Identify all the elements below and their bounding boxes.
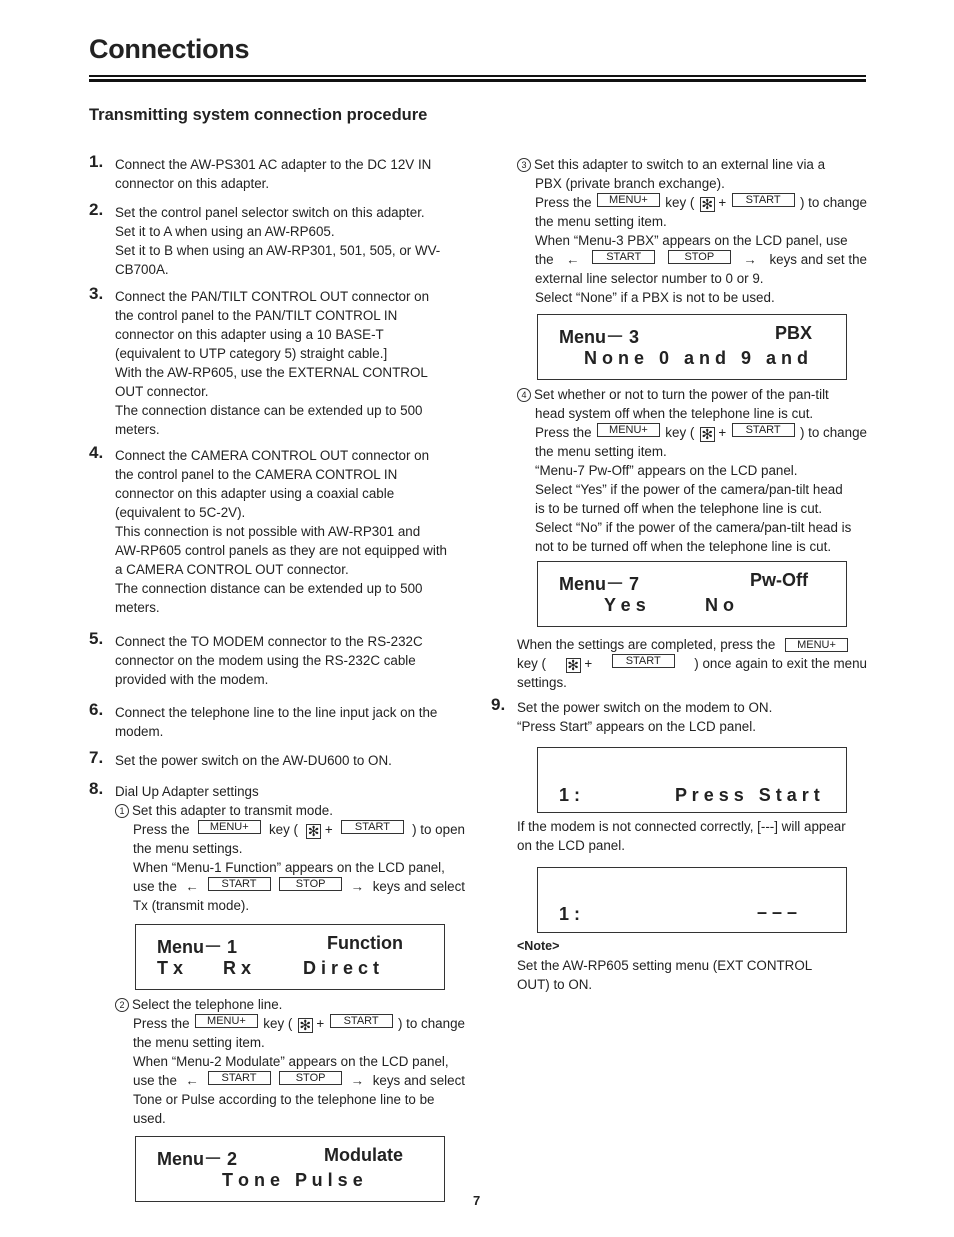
menu-key-icon: MENU+	[597, 423, 660, 437]
page-title: Connections	[89, 34, 250, 64]
step-8-sub-2-body: Press the MENU+ key ( ✻ + START ) to change the menu setting item. When “Menu-2 Modulate” appears on the LCD panel, use the ← START STOP → keys and select Tone or Pulse according to the telephone line to be used.	[133, 1015, 465, 1126]
step-4-text: Connect the CAMERA CONTROL OUT connector on the control panel to the CAMERA CONTROL IN connector on this adapter using a coaxial cable (equivalent to 5C-2V). This connection is not possible with AW-RP301 and AW-RP605 control panels as they are not equipped with a CAMERA CONTROL OUT connector. The connection distance can be extended up to 500 meters.	[115, 448, 447, 615]
start-key-icon: START	[341, 820, 404, 834]
circled-number: 1	[115, 804, 129, 818]
lcd-menu-2: Menu－ 2 Modulate T o n e P u l s e	[135, 1136, 445, 1202]
step-number: 2.	[89, 200, 104, 219]
step-6-text: Connect the telephone line to the line input jack on the modem.	[115, 705, 438, 739]
start-key-icon: START	[208, 877, 271, 891]
step-8-sub-4-body: head system off when the telephone line is cut. Press the MENU+ key ( ✻ + START ) to change the menu setting item. “Menu-7 Pw-Off” appears on the LCD panel. Select “Yes” if the power of the camera/pan-tilt head is to be turned off when the telephone line is cut. Select “No” if the power of the camera/pan-tilt head is not to be turned off when the telephone line is cut.	[535, 406, 867, 554]
step-number: 6.	[89, 700, 104, 719]
lcd-press-start: 1 : P r e s s S t a r t	[537, 747, 847, 813]
menu-key-icon: MENU+	[597, 193, 660, 207]
error-note-text: If the modem is not connected correctly, [---] will appear on the LCD panel.	[517, 819, 846, 853]
step-number: 5.	[89, 629, 104, 648]
asterisk-key-icon: ✻	[299, 1017, 312, 1033]
step-number: 8.	[89, 779, 104, 798]
right-arrow-icon: →	[350, 879, 365, 894]
circled-number: 3	[517, 158, 531, 172]
asterisk-key-icon: ✻	[567, 657, 579, 673]
step-8-sub-3: 3 Set this adapter to switch to an external line via a	[517, 155, 867, 174]
menu-key-icon: MENU+	[785, 638, 848, 652]
start-key-icon: START	[592, 250, 655, 264]
note-heading: <Note>	[517, 939, 560, 953]
step-3-text: Connect the PAN/TILT CONTROL OUT connector on the control panel to the PAN/TILT CONTROL IN connector on this adapter using a 10 BASE-T (equivalent to UTP category 5) straight cable.] With the AW-RP605, use the EXTERNAL CONTROL OUT connector. The connection distance can be extended up to 500 meters.	[115, 289, 430, 437]
page-number: 7	[473, 1193, 481, 1208]
circled-number: 4	[517, 388, 531, 402]
step-number: 7.	[89, 748, 104, 767]
step-8-sub-1: 1 Set this adapter to transmit mode.	[115, 801, 465, 820]
start-key-icon: START	[732, 193, 795, 207]
step-8-sub-2: 2 Select the telephone line.	[115, 995, 465, 1014]
menu-key-icon: MENU+	[198, 820, 261, 834]
section-heading: Transmitting system connection procedure	[89, 106, 428, 124]
step-9-text: Set the power switch on the modem to ON. “Press Start” appears on the LCD panel.	[517, 700, 773, 734]
stop-key-icon: STOP	[279, 1071, 342, 1085]
step-number: 1.	[89, 152, 104, 171]
lcd-menu-3: Menu－ 3 PBX N o n e 0 a n d 9 a n d	[537, 314, 847, 380]
step-8-sub-4: 4 Set whether or not to turn the power of the pan-tilt	[517, 385, 867, 404]
note-block: <Note> Set the AW-RP605 setting menu (EXT CONTROL OUT) to ON.	[517, 937, 867, 994]
step-8-heading: Dial Up Adapter settings	[115, 784, 259, 799]
step-5-text: Connect the TO MODEM connector to the RS-232C connector on the modem using the RS-232C cable provided with the modem.	[115, 634, 423, 687]
step-8-sub-3-body: PBX (private branch exchange). Press the MENU+ key ( ✻ + START ) to change the menu setting item. When “Menu-3 PBX” appears on the LCD panel, use the ← START STOP → keys and set the external line selector number to 0 or 9. Select “None” if a PBX is not to be used.	[535, 176, 867, 305]
settings-complete-text: When the settings are completed, press the MENU+ key ( ✻ + START ) once again to exit the menu settings.	[517, 637, 867, 690]
menu-key-icon: MENU+	[195, 1014, 258, 1028]
right-arrow-icon: →	[743, 252, 757, 267]
step-7-text: Set the power switch on the AW-DU600 to ON.	[115, 753, 392, 768]
asterisk-key-icon: ✻	[701, 196, 714, 212]
step-8-sub-1-body: Press the MENU+ key ( ✻ + START ) to open the menu settings. When “Menu-1 Function” appears on the LCD panel, use the ← START STOP → keys and select Tx (transmit mode).	[133, 821, 465, 913]
stop-key-icon: STOP	[668, 250, 731, 264]
start-key-icon: START	[330, 1014, 393, 1028]
step-number: 4.	[89, 443, 104, 462]
start-key-icon: START	[732, 423, 795, 437]
step-1-text: Connect the AW-PS301 AC adapter to the DC 12V IN connector on this adapter.	[115, 157, 432, 191]
asterisk-key-icon: ✻	[701, 426, 714, 442]
lcd-error: 1 : – – –	[537, 867, 847, 933]
start-key-icon: START	[612, 654, 675, 668]
circled-number: 2	[115, 998, 129, 1012]
left-arrow-icon: ←	[566, 252, 580, 267]
lcd-menu-1: Menu－ 1 Function T x R x D i r e c t	[135, 924, 445, 990]
stop-key-icon: STOP	[279, 877, 342, 891]
title-rule-thick	[89, 79, 866, 82]
asterisk-key-icon: ✻	[307, 823, 320, 839]
left-arrow-icon: ←	[185, 1073, 199, 1088]
step-2-text: Set the control panel selector switch on this adapter. Set it to A when using an AW-RP605. Set it to B when using an AW-RP301, 501, 505, or WV- CB700A.	[115, 205, 441, 277]
step-number: 9.	[491, 695, 506, 714]
left-arrow-icon: ←	[185, 879, 199, 894]
lcd-menu-7: Menu－ 7 Pw-Off Y e s N o	[537, 561, 847, 627]
title-rule	[89, 75, 866, 77]
right-arrow-icon: →	[350, 1073, 365, 1088]
start-key-icon: START	[208, 1071, 271, 1085]
step-number: 3.	[89, 284, 104, 303]
